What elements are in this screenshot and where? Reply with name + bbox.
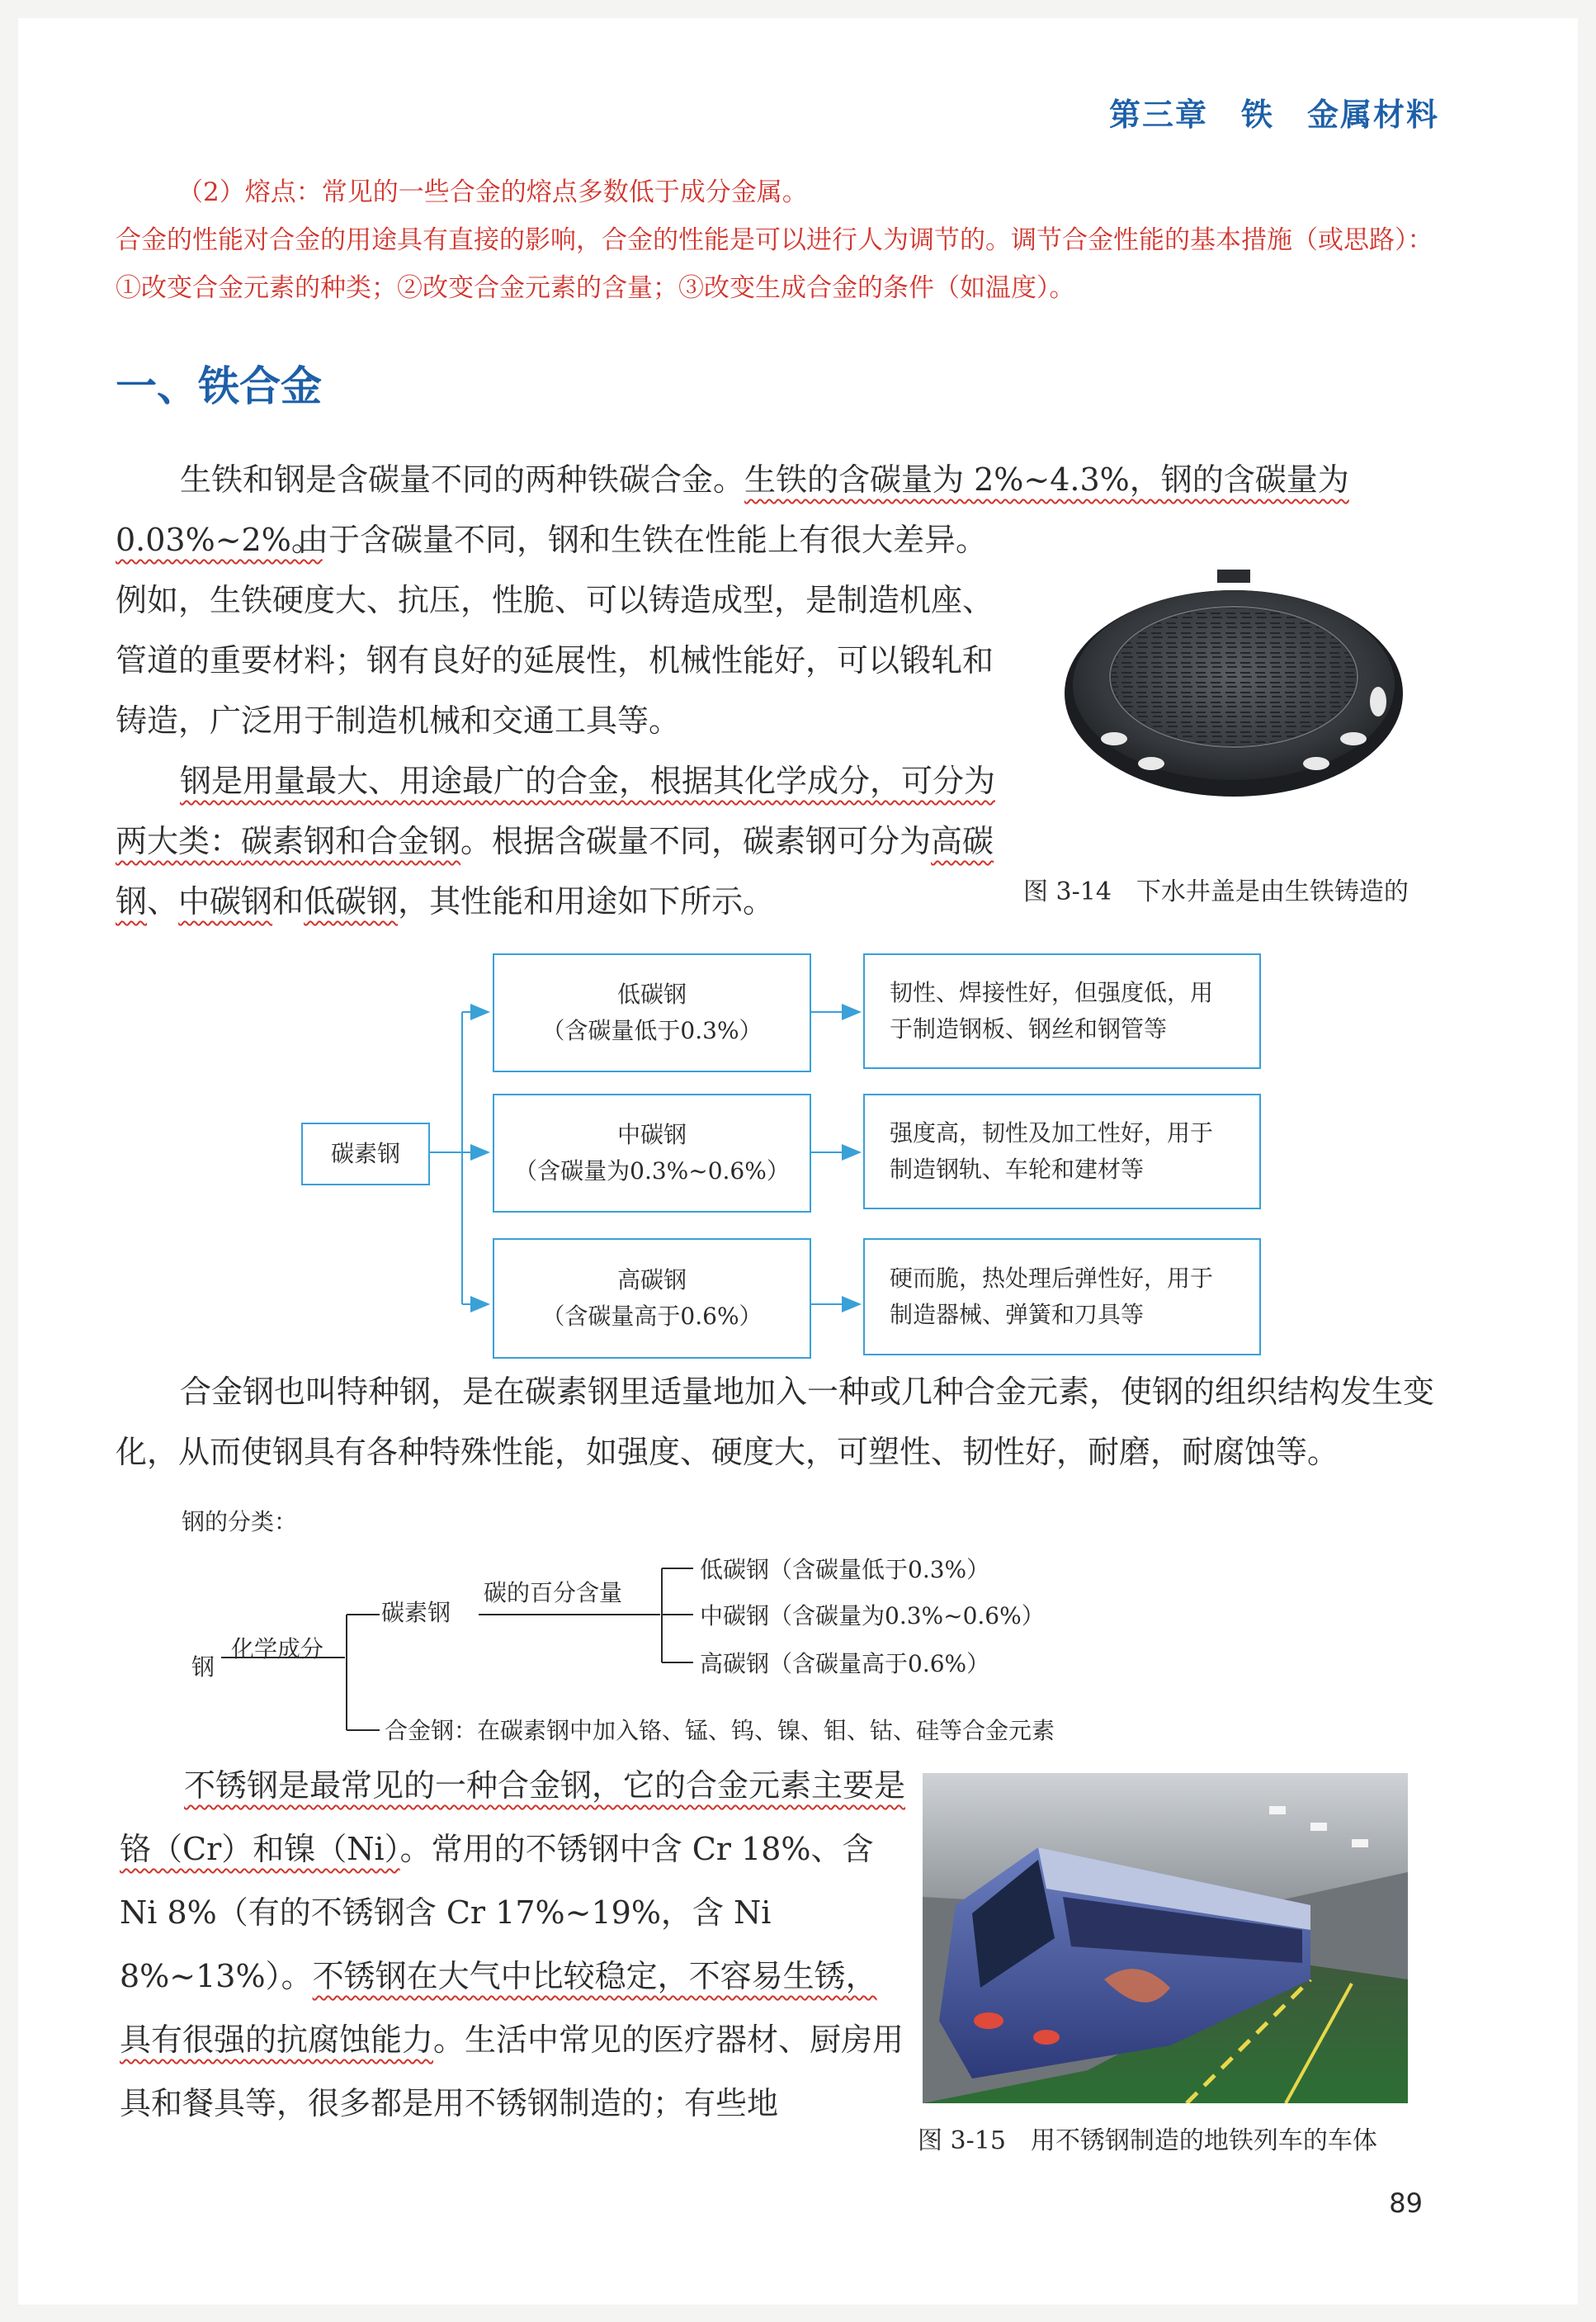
tree-steel: 钢 <box>191 1653 215 1681</box>
paragraph-iron-steel-cont: 由于含碳量不同，钢和生铁在性能上有很大差异。例如，生铁硬度大、抗压，性脆、可以铸造成型，是制造机座、管道的重要材料；钢有良好的延展性，机械性能好，可以锻轧和铸造，广泛用于制造机械和交通工具等。 <box>116 522 994 739</box>
para4-c: 不锈钢在大气中比较稳定，不容易生锈，具有很强的抗腐蚀能力 <box>120 1958 877 2058</box>
subway-train-photo <box>923 1773 1408 2103</box>
tree-chem-composition: 化学成分 <box>231 1635 324 1662</box>
note-alloy-properties: 合金的性能对合金的用途具有直接的影响，合金的性能是可以进行人为调节的。调节合金性能的基本措施（或思路）：①改变合金元素的种类；②改变合金元素的含量；③改变生成合金的条件（如温度）。 <box>116 225 1433 303</box>
para2-c: 。根据含碳量不同，碳素钢可分为 <box>460 823 932 859</box>
tree-carbon-pct: 碳的百分含量 <box>484 1579 623 1606</box>
chapter-header: 第三章 铁 金属材料 <box>1108 97 1439 133</box>
flow-root-label: 碳素钢 <box>330 1140 400 1167</box>
para2-g: 和 <box>272 883 305 920</box>
para1-carbon-content: 生铁的含碳量为 2%~4.3%，钢的含碳量为 0.03%~2%。 <box>116 461 1349 558</box>
figure-3-14-caption: 图 3-14 下水井盖是由生铁铸造的 <box>1023 877 1409 906</box>
tree-alloy-steel: 合金钢：在碳素钢中加入铬、锰、钨、镍、钼、钴、硅等合金元素 <box>385 1717 1055 1744</box>
figure-3-15-caption: 图 3-15 用不锈钢制造的地铁列车的车体 <box>918 2126 1377 2155</box>
para1-intro: 生铁和钢是含碳量不同的两种铁碳合金。 <box>180 461 745 498</box>
classification-title: 钢的分类： <box>182 1508 298 1535</box>
tree-high-carbon: 高碳钢（含碳量高于0.6%） <box>700 1650 990 1677</box>
flow-low-detail: （含碳量低于0.3%） <box>541 1017 763 1044</box>
flow-use-mid-carbon <box>863 1094 1261 1209</box>
flow-box-low-carbon <box>493 953 811 1072</box>
flow-use-high-carbon <box>863 1238 1261 1355</box>
page-number: 89 <box>1389 2187 1423 2219</box>
para4-b: 。常用的不锈钢中含 Cr 18%、含 Ni 8%（有的不锈钢含 Cr 17%~19%，含 Ni 8%~13%）。 <box>120 1831 874 1994</box>
tree-carbon-steel: 碳素钢 <box>381 1599 451 1626</box>
flow-low-use1: 韧性、焊接性好，但强度低，用 <box>890 979 1214 1006</box>
para2-a: 钢是用量最大、用途最广的合金，根据其化学成分，可分为两大类： <box>116 763 996 859</box>
para2-i: ，其性能和用途如下所示。 <box>398 883 775 920</box>
para2-f: 中碳钢 <box>178 883 273 920</box>
flow-mid-name: 中碳钢 <box>616 1121 687 1148</box>
flow-high-use1: 硬而脆，热处理后弹性好，用于 <box>890 1265 1214 1292</box>
para4-a: 不锈钢是最常见的一种合金钢，它的合金元素主要是铬（Cr）和镍（Ni） <box>120 1767 906 1867</box>
flow-high-name: 高碳钢 <box>616 1266 687 1293</box>
flow-mid-use1: 强度高，韧性及加工性好，用于 <box>890 1119 1214 1147</box>
flow-high-detail: （含碳量高于0.6%） <box>541 1303 763 1330</box>
note-melting-point: （2）熔点：常见的一些合金的熔点多数低于成分金属。 <box>177 177 808 207</box>
flow-low-name: 低碳钢 <box>616 981 687 1008</box>
para2-d: 高碳钢 <box>116 823 994 920</box>
flow-low-use2: 于制造钢板、钢丝和钢管等 <box>890 1015 1168 1043</box>
flow-mid-use2: 制造钢轨、车轮和建材等 <box>890 1156 1145 1183</box>
tree-mid-carbon: 中碳钢（含碳量为0.3%~0.6%） <box>700 1602 1045 1629</box>
flow-box-mid-carbon <box>493 1094 811 1213</box>
tree-low-carbon: 低碳钢（含碳量低于0.3%） <box>700 1556 990 1583</box>
para4-d: 。生活中常见的医疗器材、厨房用具和餐具等，很多都是用不锈钢制造的；有些地 <box>120 2022 904 2121</box>
paragraph-alloy-steel: 合金钢也叫特种钢，是在碳素钢里适量地加入一种或几种合金元素，使钢的组织结构发生变化，从而使钢具有各种特殊性能，如强度、硬度大，可塑性、韧性好，耐磨，耐腐蚀等。 <box>116 1374 1435 1470</box>
flow-box-high-carbon <box>493 1238 811 1359</box>
section-title: 一、铁合金 <box>116 362 322 410</box>
flow-high-use2: 制造器械、弹簧和刀具等 <box>890 1301 1145 1328</box>
paragraph-stainless-steel <box>120 1754 908 2135</box>
para2-b: 碳素钢和合金钢 <box>241 823 461 859</box>
para2-h: 低碳钢 <box>304 883 399 920</box>
flow-use-low-carbon <box>863 953 1261 1069</box>
flow-root-carbon-steel <box>301 1123 430 1185</box>
flow-mid-detail: （含碳量为0.3%~0.6%） <box>514 1157 790 1185</box>
para2-e: 、 <box>147 883 179 920</box>
